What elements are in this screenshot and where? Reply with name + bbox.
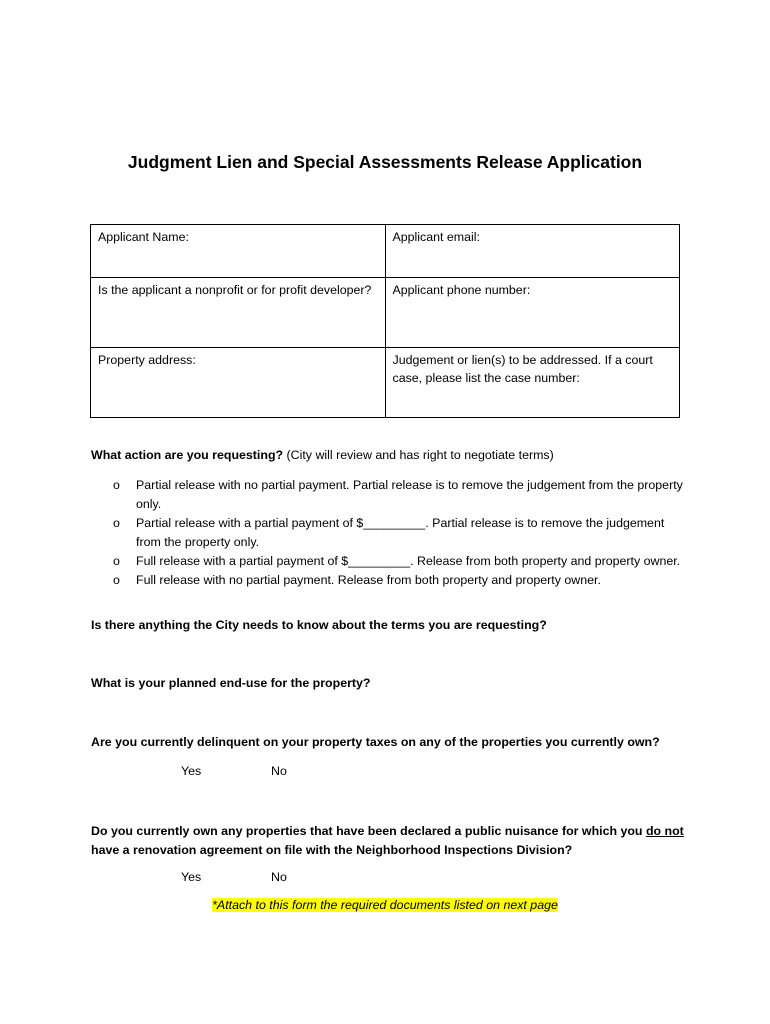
applicant-email-field[interactable]: Applicant email: [385, 225, 680, 278]
action-question-note: (City will review and has right to negotiate terms) [283, 448, 554, 462]
nuisance-no-option[interactable]: No [271, 870, 287, 884]
option-text: Partial release with no partial payment. Partial release is to remove the judgement from the property only. [136, 478, 683, 511]
action-question [91, 448, 554, 462]
option-bullet: o [113, 478, 120, 492]
page-title: Judgment Lien and Special Assessments Release Application [127, 152, 643, 172]
action-option[interactable] [91, 552, 686, 571]
nuisance-question-part2: have a renovation agreement on file with the Neighborhood Inspections Division? [91, 843, 573, 857]
property-address-field[interactable]: Property address: [91, 348, 386, 418]
nuisance-question-part1: Do you currently own any properties that have been declared a public nuisance for which you [91, 824, 646, 838]
terms-question: Is there anything the City needs to know about the terms you are requesting? [91, 618, 547, 632]
judgement-lien-field[interactable]: Judgement or lien(s) to be addressed. If a court case, please list the case number: [385, 348, 680, 418]
nuisance-yes-option[interactable]: Yes [181, 870, 202, 884]
action-option[interactable] [91, 514, 686, 552]
applicant-name-field[interactable]: Applicant Name: [91, 225, 386, 278]
developer-type-field[interactable]: Is the applicant a nonprofit or for profit developer? [91, 278, 386, 348]
delinquent-question: Are you currently delinquent on your property taxes on any of the properties you currently own? [91, 735, 660, 749]
action-option[interactable] [91, 476, 686, 514]
option-text: Full release with no partial payment. Release from both property and property owner. [136, 573, 601, 587]
action-option[interactable] [91, 571, 686, 590]
action-options-list [91, 476, 686, 590]
nuisance-question-underlined: do not [645, 824, 684, 838]
attach-documents-text: *Attach to this form the required documents listed on next page [212, 898, 558, 912]
delinquent-yes-option[interactable]: Yes [181, 764, 202, 778]
option-text: Partial release with a partial payment of $_________. Partial release is to remove the judgement from the property only. [136, 516, 665, 549]
nuisance-question [91, 822, 686, 860]
option-bullet: o [113, 573, 120, 587]
attach-documents-note [0, 898, 770, 912]
delinquent-no-option[interactable]: No [271, 764, 287, 778]
option-bullet: o [113, 554, 120, 568]
applicant-info-table [90, 224, 680, 418]
option-text: Full release with a partial payment of $_________. Release from both property and property owner. [136, 554, 681, 568]
action-question-label: What action are you requesting? [91, 448, 284, 462]
applicant-phone-field[interactable]: Applicant phone number: [385, 278, 680, 348]
option-bullet: o [113, 516, 120, 530]
end-use-question: What is your planned end-use for the property? [91, 676, 371, 690]
